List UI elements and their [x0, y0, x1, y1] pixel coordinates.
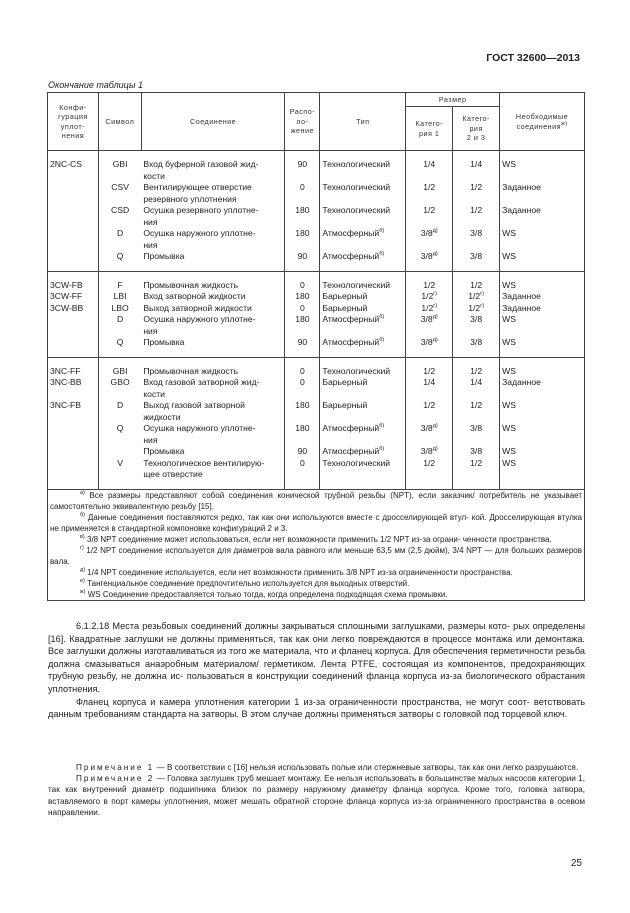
connection-cell: Промывка	[141, 251, 285, 263]
cat23-cell: 1/2	[453, 205, 500, 228]
connection-cell: Промывочная жидкость	[141, 366, 285, 378]
group-gap	[48, 357, 585, 366]
type-cell: Атмосферный$^{б)}$	[320, 314, 406, 337]
type-cell: Технологический	[320, 366, 406, 378]
table-row	[48, 182, 585, 205]
symbol-cell: F	[117, 279, 123, 290]
table-row	[48, 159, 585, 182]
location-cell: 90	[285, 446, 320, 458]
symbol-cell: Q	[116, 423, 124, 433]
group-gap	[48, 271, 585, 280]
config-cell	[48, 337, 99, 349]
cat1-cell: $3/8^{д)}$	[406, 446, 453, 458]
symbol-cell: GBO	[110, 377, 130, 387]
location-cell: 0	[285, 458, 320, 481]
required-cell: WS	[500, 337, 585, 349]
required-cell: WS	[500, 458, 585, 481]
location-cell: 0	[285, 377, 320, 400]
table-footnotes	[48, 489, 585, 600]
table-row	[48, 377, 585, 400]
required-cell: WS	[500, 366, 585, 378]
table-row	[48, 291, 585, 303]
config-cell: 3CW-FF	[48, 291, 99, 303]
symbol-cell: LBO	[111, 302, 129, 313]
type-cell: Технологический	[320, 182, 406, 205]
location-cell: 0	[285, 280, 320, 292]
cat23-cell: 1/2	[453, 366, 500, 378]
type-cell: Технологический	[320, 280, 406, 292]
type-cell: Технологический	[320, 159, 406, 182]
table-row	[48, 251, 585, 263]
cat1-cell: 1/4	[406, 377, 453, 400]
required-cell: WS	[500, 159, 585, 182]
connection-cell: Осушка наружного уплотне- ния	[141, 228, 285, 251]
symbol-cell: V	[117, 457, 123, 468]
cat23-cell: 1/4	[453, 377, 500, 400]
type-cell: Технологический	[320, 458, 406, 481]
cat23-cell: $1/2^{г)}$	[453, 303, 500, 315]
location-cell: 180	[285, 205, 320, 228]
location-cell: 90	[285, 337, 320, 349]
config-cell	[48, 458, 99, 481]
footnote: $^{б)}$ Данные соединения поставляются редко, так как они используются вместе с дросселирующей втул- кой. Дросселирующая втулка не применяется в стандартной компоновке конфигураций 2 и 3.	[50, 511, 582, 533]
config-cell	[48, 182, 99, 205]
required-cell: Заданное	[500, 182, 585, 205]
connection-cell: Промывка	[141, 337, 285, 349]
type-cell: Барьерный	[320, 303, 406, 315]
connection-cell: Технологическое вентилирую- щее отверстие	[141, 458, 285, 481]
page-number: 25	[570, 858, 582, 869]
location-cell: 180	[285, 400, 320, 423]
required-cell: Заданное	[500, 303, 585, 315]
symbol-cell: Q	[116, 337, 124, 347]
required-cell: WS	[500, 314, 585, 337]
cat23-cell: 1/2	[453, 458, 500, 481]
type-cell: Атмосферный$^{б)}$	[320, 446, 406, 458]
connections-table	[47, 92, 585, 601]
type-cell: Атмосферный$^{б)}$	[320, 228, 406, 251]
location-cell: 180	[285, 228, 320, 251]
cat1-cell: 1/2	[406, 205, 453, 228]
cat23-cell: 3/8	[453, 228, 500, 251]
symbol-cell: GBI	[112, 365, 128, 376]
connection-cell: Осушка наружного уплотне- ния	[141, 423, 285, 446]
group-gap	[48, 263, 585, 272]
col-size: Размер	[406, 93, 500, 107]
config-cell: 3NC-FB	[48, 400, 99, 423]
col-config: Конфи- гурация уплот- нения	[48, 93, 99, 151]
cat1-cell: $3/8^{д)}$	[406, 423, 453, 446]
location-cell: 0	[285, 303, 320, 315]
required-cell: Заданное	[500, 377, 585, 400]
required-cell: WS	[500, 280, 585, 292]
cat1-cell: 1/2	[406, 280, 453, 292]
col-type: Тип	[320, 93, 406, 151]
connection-cell: Вентилирующее отверстие резервного уплотнения	[141, 182, 285, 205]
type-cell: Атмосферный$^{б)}$	[320, 337, 406, 349]
connection-cell: Выход газовой затворной жидкости	[141, 400, 285, 423]
symbol-cell: D	[116, 228, 124, 238]
config-cell: 3NC-BB	[48, 377, 99, 400]
type-cell: Барьерный	[320, 400, 406, 423]
group-gap	[48, 481, 585, 490]
col-cat1: Катего- рия 1	[406, 107, 453, 151]
table-row	[48, 366, 585, 378]
connection-cell: Вход затворной жидкости	[141, 291, 285, 303]
footnote: $^{а)}$ Все размеры представляют собой соединения конической трубной резьбы (NPT), если заказчик/ потребитель не указывает самостоятельно эквивалентную резьбу [15].	[50, 489, 583, 511]
required-cell: WS	[500, 251, 585, 263]
config-cell: 3NC-FF	[48, 366, 99, 378]
cat23-cell: 1/2	[453, 400, 500, 423]
footnote: $^{е)}$ Тангенциальное соединение предпочтительно используется для выходных отверстий.	[80, 577, 410, 588]
table-body	[48, 151, 585, 490]
body-text	[48, 620, 585, 721]
required-cell: Заданное	[500, 291, 585, 303]
symbol-cell	[98, 446, 141, 458]
cat1-cell: 1/2	[406, 366, 453, 378]
document-header: ГОСТ 32600—2013	[486, 52, 580, 64]
col-required: Необходимые соединения$^{ж)}$	[500, 93, 585, 151]
cat23-cell: 3/8	[453, 251, 500, 263]
cat1-cell: $1/2^{г)}$	[406, 303, 453, 315]
cat1-cell: $3/8^{д)}$	[406, 314, 453, 337]
location-cell: 0	[285, 182, 320, 205]
cat1-cell: 1/2	[406, 400, 453, 423]
connection-cell: Вход буферной газовой жид- кости	[141, 159, 285, 182]
type-cell: Атмосферный$^{б)}$	[320, 251, 406, 263]
config-cell: 3CW-FB	[48, 280, 99, 292]
table-row	[48, 458, 585, 481]
col-required-sup: ж)	[561, 120, 568, 127]
table-row	[48, 205, 585, 228]
required-cell: Заданное	[500, 205, 585, 228]
paragraph: 6.1.2.18 Места резьбовых соединений должны закрываться сплошными заглушками, размеры кото- рых определены [16]. Квадратные заглушки не должны применяться, так как они легко повреждаются в процессе монтажа или демонтажа. Все заглушки должны изготавливаться из того же материала, что и фланец корпуса. Для обеспечения герметичности резьба должна смазываться анаэробным материалом/ герметиком. Лента PTFE, состоящая из компонентов, предохраняющих трубную резьбу, не должна ис- пользоваться в конструкции соединений фланца корпуса из-за биологического обрастания уплотнения.	[48, 621, 585, 694]
cat23-cell: 1/2	[453, 280, 500, 292]
col-connection: Соединение	[141, 93, 285, 151]
symbol-cell: GBI	[112, 159, 128, 169]
symbol-cell: D	[116, 314, 124, 324]
symbol-cell: Q	[116, 251, 124, 261]
cat1-cell: 1/2	[406, 458, 453, 481]
type-cell: Барьерный	[320, 377, 406, 400]
connection-cell: Промывка	[141, 446, 285, 458]
footnote: $^{г)}$ 1/2 NPT соединение используется для диаметров вала равного или меньше 63,5 мм (2,5 дюйм), 3/4 NPT — для больших размеров вала.	[50, 544, 582, 566]
table-row	[48, 400, 585, 423]
note-2: Примечание 2 — Головка заглушек труб мешает монтажу. Ее нельзя использовать в большинстве малых насосов категории 1, так как внутренний диаметр подшипника близок по размеру наружному диаметру фланца корпуса. Кроме того, головка затвора, вставляемого в порт камеры уплотнения, может мешать обратной стороне фланца корпуса из-за ограниченного пространства в осевом направлении.	[48, 774, 585, 817]
note-1: Примечание 1 — В соответствии с [16] нельзя использовать полые или стержневые затворы, так как они легко разрушаются.	[76, 763, 579, 772]
cat23-cell: 1/4	[453, 159, 500, 182]
config-cell	[48, 251, 99, 263]
symbol-cell: CSD	[111, 205, 130, 215]
location-cell: 90	[285, 159, 320, 182]
table-row	[48, 314, 585, 337]
col-location: Распо- ло- жение	[285, 93, 320, 151]
cat1-cell: 1/4	[406, 159, 453, 182]
cat1-cell: $3/8^{д)}$	[406, 228, 453, 251]
required-cell: WS	[500, 228, 585, 251]
cat23-cell: 3/8	[453, 423, 500, 446]
connection-cell: Выход затворной жидкости	[141, 303, 285, 315]
config-cell	[48, 446, 99, 458]
table-row	[48, 303, 585, 315]
type-cell: Атмосферный$^{б)}$	[320, 423, 406, 446]
notes-block	[48, 762, 585, 818]
type-cell: Технологический	[320, 205, 406, 228]
connection-cell: Промывочная жидкость	[141, 280, 285, 292]
cat1-cell: $3/8^{д)}$	[406, 337, 453, 349]
config-cell: 2NC-CS	[48, 159, 99, 182]
required-cell: WS	[500, 400, 585, 423]
table-caption: Окончание таблицы 1	[48, 80, 143, 90]
footnote: $^{д)}$ 1/4 NPT соединение используется, если нет возможности применить 3/8 NPT из-за ограниченности пространства.	[80, 566, 513, 577]
required-cell: WS	[500, 446, 585, 458]
symbol-cell: D	[116, 400, 124, 410]
cat1-cell: $1/2^{г)}$	[406, 291, 453, 303]
table-row	[48, 337, 585, 349]
connection-cell: Вход газовой затворной жид- кости	[141, 377, 285, 400]
cat23-cell: 3/8	[453, 337, 500, 349]
cat23-cell: 1/2	[453, 182, 500, 205]
config-cell	[48, 423, 99, 446]
config-cell	[48, 314, 99, 337]
cat23-cell: $1/2^{г)}$	[453, 291, 500, 303]
required-cell: WS	[500, 423, 585, 446]
connection-cell: Осушка наружного уплотне- ния	[141, 314, 285, 337]
cat1-cell: 1/2	[406, 182, 453, 205]
location-cell: 90	[285, 251, 320, 263]
table-row	[48, 280, 585, 292]
table-row	[48, 423, 585, 446]
config-cell	[48, 205, 99, 228]
table-row	[48, 228, 585, 251]
col-symbol: Символ	[98, 93, 141, 151]
config-cell: 3CW-BB	[48, 303, 99, 315]
group-gap	[48, 151, 585, 160]
config-cell	[48, 228, 99, 251]
footnote: $^{ж)}$ WS Соединение предоставляется только тогда, когда определена подходящая схема промывки.	[80, 588, 448, 599]
symbol-cell: LBI	[113, 291, 127, 301]
location-cell: 180	[285, 314, 320, 337]
location-cell: 180	[285, 423, 320, 446]
col-cat23: Катего- рия 2 и 3	[453, 107, 500, 151]
table-row	[48, 446, 585, 458]
cat23-cell: 3/8	[453, 314, 500, 337]
type-cell: Барьерный	[320, 291, 406, 303]
cat1-cell: $3/8^{д)}$	[406, 251, 453, 263]
group-gap	[48, 349, 585, 358]
cat23-cell: 3/8	[453, 446, 500, 458]
paragraph: Фланец корпуса и камера уплотнения категории 1 из-за ограниченности пространства, не могут сoот- ветствовать данным требованиям стандарта на затворы. В этом случае должны применяться затворы с головкой под торцевой ключ.	[48, 696, 585, 720]
symbol-cell: CSV	[111, 182, 129, 192]
location-cell: 180	[285, 291, 320, 303]
footnote: $^{в)}$ 3/8 NPT соединение может использоваться, если нет возможности применить 1/2 NPT из-за ограни- ченности пространства.	[80, 533, 552, 544]
connection-cell: Осушка резервного уплотне- ния	[141, 205, 285, 228]
location-cell: 0	[285, 366, 320, 378]
